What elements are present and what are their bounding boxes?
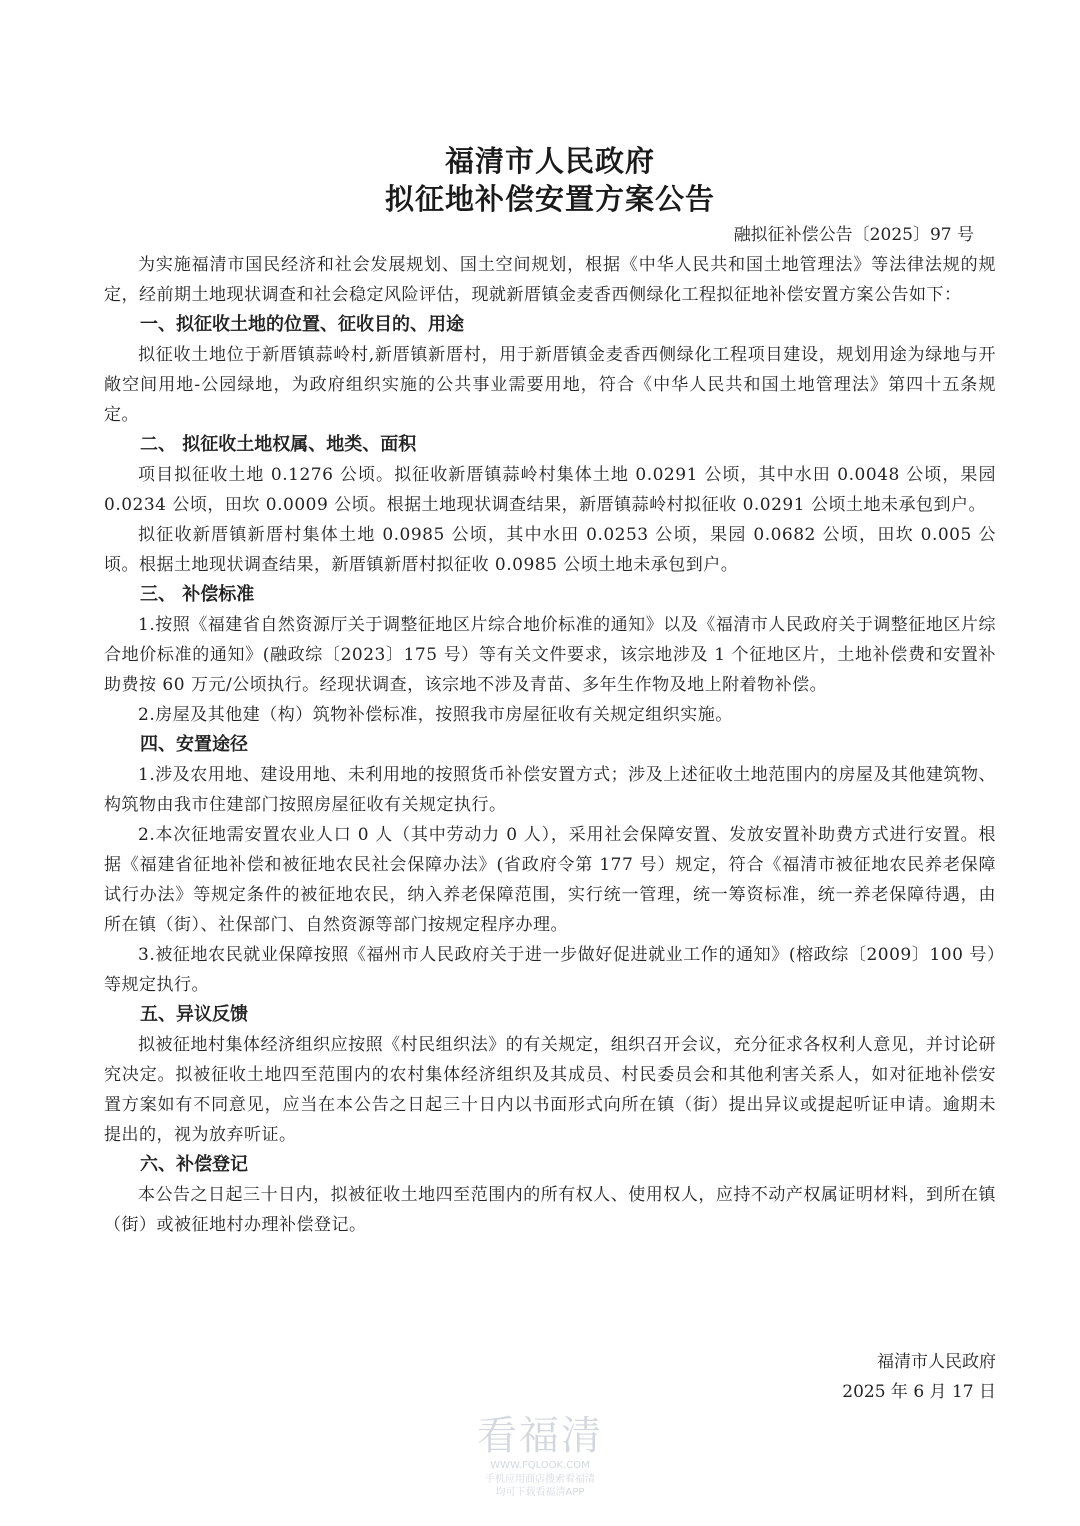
- section-4-paragraph-2: 2.本次征地需安置农业人口 0 人（其中劳动力 0 人），采用社会保障安置、发放安置补助费方式进行安置。根据《福建省征地补偿和被征地农民社会保障办法》(省政府令第 177 号）规定，符合《福清市被征地农民养老保障试行办法》等规定条件的被征地农民，纳入养老保障范围，实行统一管理，统一筹资标准，统一养老保障待遇，由所在镇（街）、社保部门、自然资源等部门按规定程序办理。: [104, 825, 996, 935]
- section-heading-6: 六、补偿登记: [140, 1154, 248, 1175]
- section-4-paragraph-3: 3.被征地农民就业保障按照《福州市人民政府关于进一步做好促进就业工作的通知》(榕政综〔2009〕100 号）等规定执行。: [104, 945, 996, 995]
- watermark-tagline-1: 手机应用商店搜索看福清: [485, 1474, 595, 1485]
- section-heading-5: 五、异议反馈: [140, 1004, 248, 1025]
- document-reference-number: 融拟征补偿公告〔2025〕97 号: [733, 225, 974, 245]
- notice-document: [104, 142, 996, 1240]
- document-title-line1: 福清市人民政府: [444, 144, 655, 178]
- signature-block: [842, 1347, 996, 1407]
- watermark: [440, 1413, 640, 1499]
- section-6-paragraph-1: 本公告之日起三十日内，拟被征收土地四至范围内的所有权人、使用权人，应持不动产权属证明材料，到所在镇（街）或被征地村办理补偿登记。: [104, 1185, 996, 1235]
- section-2-paragraph-1: 项目拟征收土地 0.1276 公顷。拟征收新厝镇蒜岭村集体土地 0.0291 公顷，其中水田 0.0048 公顷，果园 0.0234 公顷，田坎 0.0009 公顷。根据土地现状调查结果，新厝镇蒜岭村拟征收 0.0291 公顷土地未承包到户。: [104, 465, 996, 515]
- section-3-paragraph-2: 2.房屋及其他建（构）筑物补偿标准，按照我市房屋征收有关规定组织实施。: [138, 705, 733, 725]
- section-3-paragraph-1: 1.按照《福建省自然资源厅关于调整征地区片综合地价标准的通知》以及《福清市人民政府关于调整征地区片综合地价标准的通知》(融政综〔2023〕175 号）等有关文件要求，该宗地涉及 1 个征地区片，土地补偿费和安置补助费按 60 万元/公顷执行。经现状调查，该宗地不涉及青苗、多年生作物及地上附着物补偿。: [104, 615, 996, 695]
- document-title-line2: 拟征地补偿安置方案公告: [384, 182, 715, 216]
- intro-paragraph: 为实施福清市国民经济和社会发展规划、国土空间规划，根据《中华人民共和国土地管理法》等法律法规的规定，经前期土地现状调查和社会稳定风险评估，现就新厝镇金麦香西侧绿化工程拟征地补偿安置方案公告如下：: [104, 255, 996, 305]
- watermark-url: WWW.FQLOOK.COM: [490, 1460, 590, 1471]
- watermark-tagline-2: 均可下载看福清APP: [495, 1487, 585, 1498]
- section-4-paragraph-1: 1.涉及农用地、建设用地、未利用地的按照货币补偿安置方式；涉及上述征收土地范围内的房屋及其他建筑物、构筑物由我市住建部门按照房屋征收有关规定执行。: [104, 765, 996, 815]
- issuer-name: 福清市人民政府: [877, 1352, 996, 1372]
- issue-date: 2025 年 6 月 17 日: [842, 1382, 996, 1402]
- section-heading-2: 二、 拟征收土地权属、地类、面积: [140, 434, 417, 455]
- section-heading-1: 一、拟征收土地的位置、征收目的、用途: [140, 314, 464, 335]
- section-1-paragraph-1: 拟征收土地位于新厝镇蒜岭村,新厝镇新厝村，用于新厝镇金麦香西侧绿化工程项目建设，规划用途为绿地与开敞空间用地-公园绿地，为政府组织实施的公共事业需要用地，符合《中华人民共和国土地管理法》第四十五条规定。: [104, 345, 996, 425]
- section-5-paragraph-1: 拟被征地村集体经济组织应按照《村民组织法》的有关规定，组织召开会议，充分征求各权利人意见，并讨论研究决定。拟被征收土地四至范围内的农村集体经济组织及其成员、村民委员会和其他利害关系人，如对征地补偿安置方案如有不同意见，应当在本公告之日起三十日内以书面形式向所在镇（街）提出异议或提起听证申请。逾期未提出的，视为放弃听证。: [104, 1035, 996, 1145]
- section-heading-4: 四、安置途径: [140, 734, 248, 755]
- section-2-paragraph-2: 拟征收新厝镇新厝村集体土地 0.0985 公顷，其中水田 0.0253 公顷，果园 0.0682 公顷，田坎 0.005 公顷。根据土地现状调查结果，新厝镇新厝村拟征收 0.0985 公顷土地未承包到户。: [104, 525, 996, 575]
- section-heading-3: 三、 补偿标准: [140, 584, 255, 605]
- watermark-logo: 看福清: [477, 1413, 603, 1459]
